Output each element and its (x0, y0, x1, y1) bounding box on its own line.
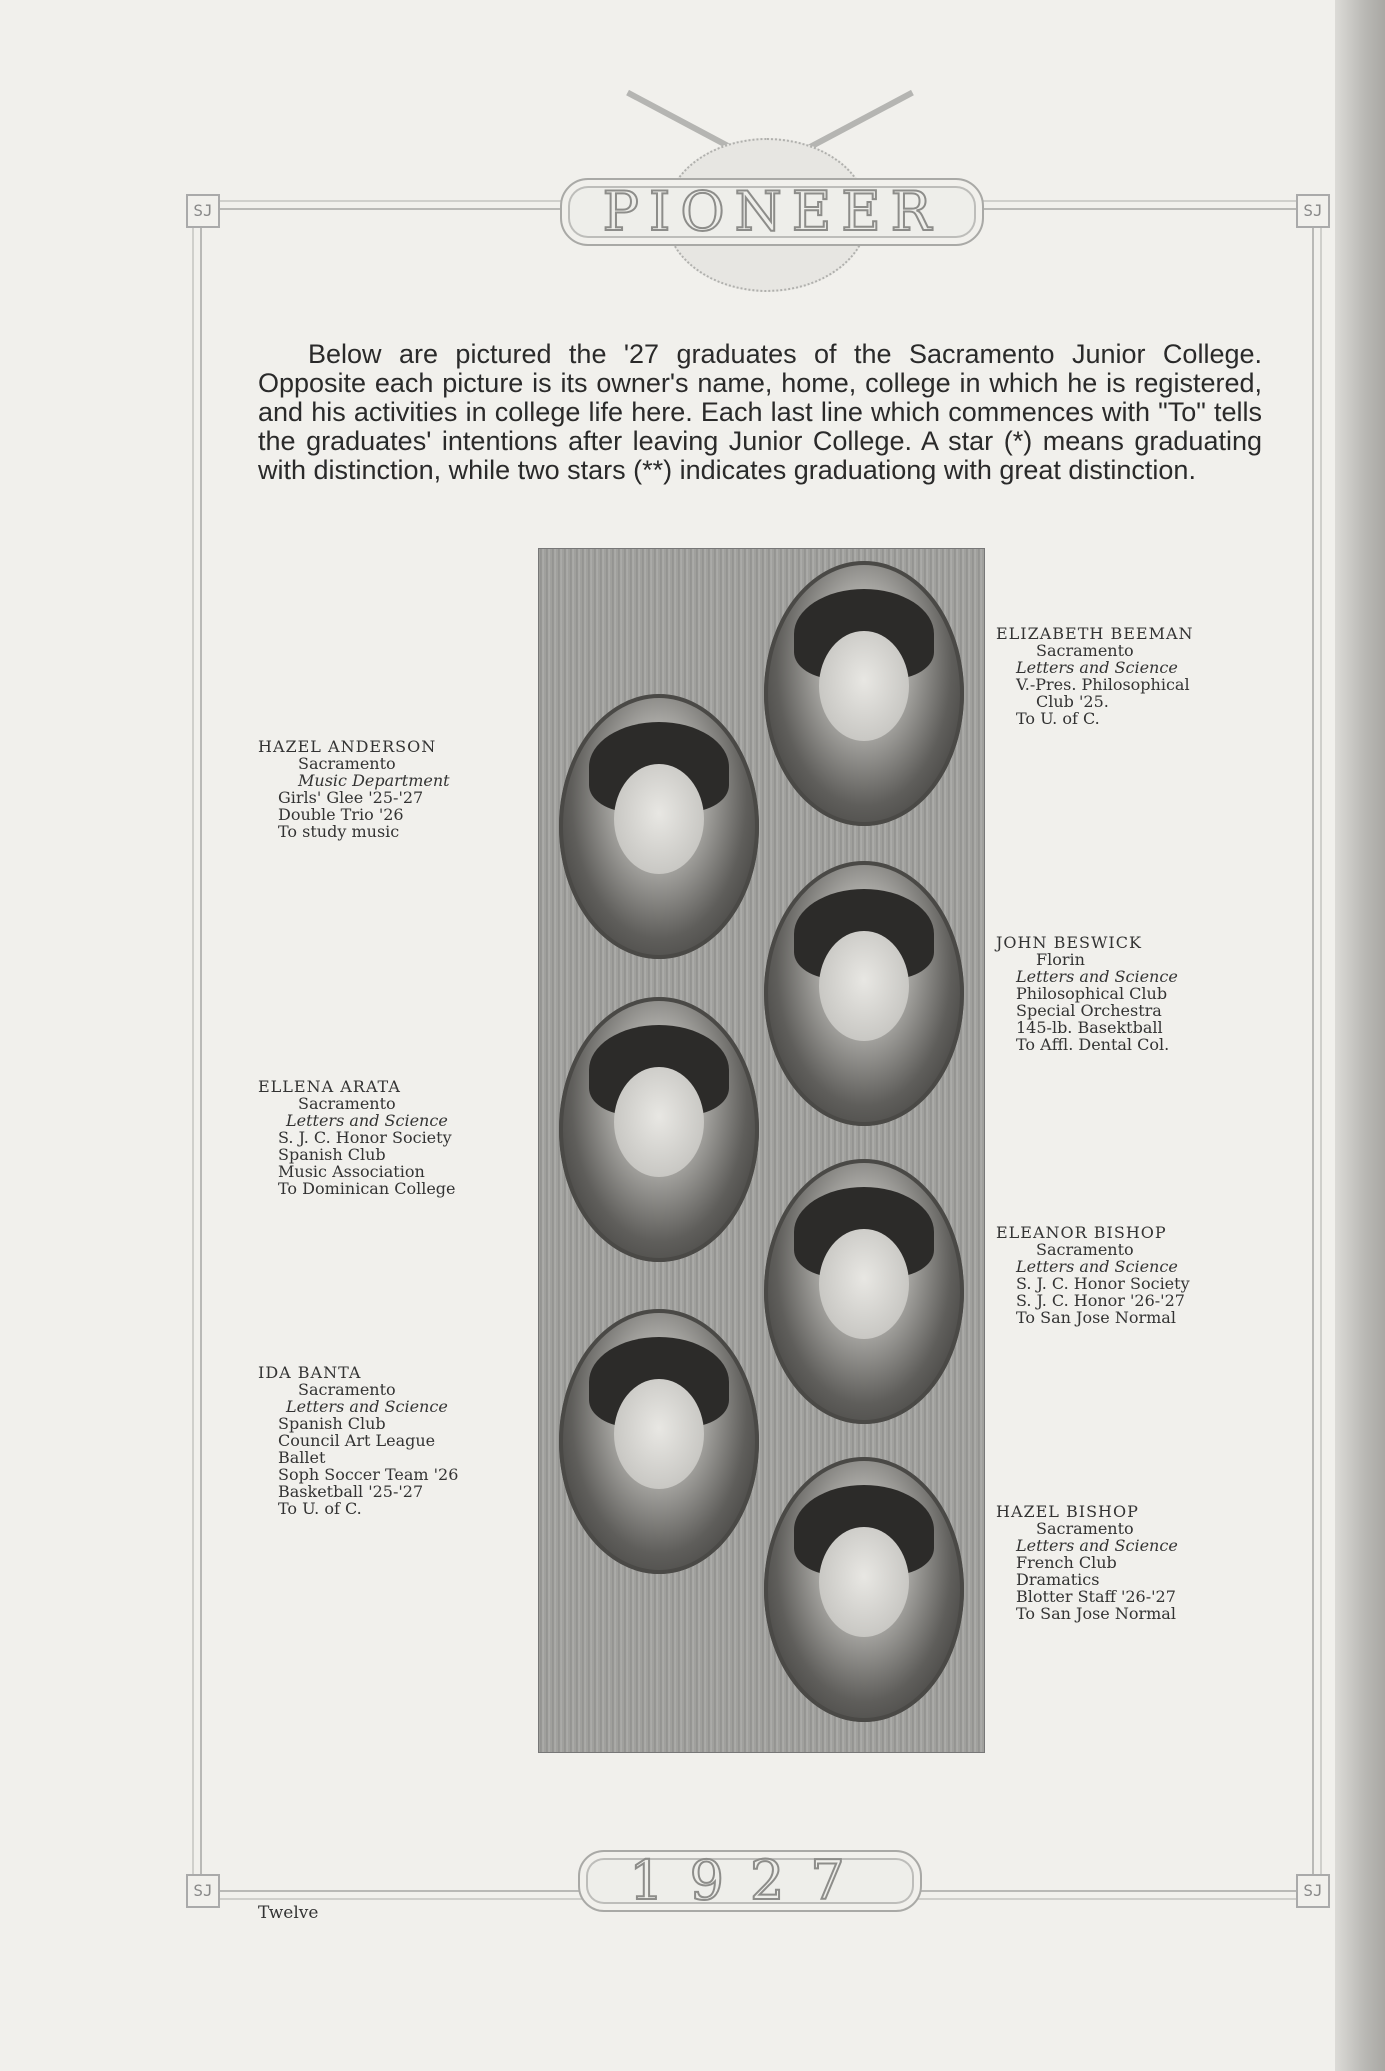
graduate-intention: To U. of C. (1016, 709, 1100, 728)
graduate-entry-elizabeth-beeman (996, 625, 1194, 727)
graduate-intention: To San Jose Normal (1016, 1604, 1176, 1623)
graduate-activity: Special Orchestra (1016, 1001, 1162, 1020)
graduate-activity: Philosophical Club (1016, 984, 1168, 1003)
graduate-activity: Ballet (278, 1448, 326, 1467)
graduate-home: Florin (1036, 950, 1085, 969)
portrait-john-beswick (764, 861, 964, 1126)
footer-year-banner (578, 1850, 922, 1912)
graduate-activity: Girls' Glee '25-'27 (278, 788, 424, 807)
graduate-home: Sacramento (1036, 1519, 1134, 1538)
graduate-college: Letters and Science (286, 1397, 448, 1416)
corner-monogram: SJ (1296, 1874, 1330, 1908)
portrait-panel (538, 548, 985, 1753)
graduate-intention: To study music (278, 822, 400, 841)
graduate-entry-hazel-anderson (258, 738, 450, 840)
page-edge-shadow (1335, 0, 1385, 2071)
graduate-activity: V.-Pres. Philosophical (1016, 675, 1190, 694)
graduate-home: Sacramento (298, 754, 396, 773)
header-banner (560, 178, 984, 246)
graduate-activity: Soph Soccer Team '26 (278, 1465, 459, 1484)
graduate-college: Music Department (298, 771, 450, 790)
graduate-activity: Music Association (278, 1162, 425, 1181)
graduate-name: ELEANOR BISHOP (996, 1223, 1167, 1242)
portrait-hazel-anderson (559, 694, 759, 959)
graduate-activity: Spanish Club (278, 1414, 386, 1433)
graduate-intention: To Dominican College (278, 1179, 456, 1198)
graduate-activity: French Club (1016, 1553, 1117, 1572)
intro-paragraph: Below are pictured the '27 graduates of the Sacramento Junior College. Opposite each picture is its owner's name, home, college in which he is registered, and his activities in college life here. Each last line which commences with "To" tells the graduates' intentions after leaving Junior College. A star (*) means graduating with distinction, while two stars (**) indicates graduationg with great distinction. (258, 339, 1262, 485)
portrait-eleanor-bishop (764, 1159, 964, 1424)
graduate-activity: Dramatics (1016, 1570, 1100, 1589)
graduate-activity: Spanish Club (278, 1145, 386, 1164)
portrait-ellena-arata (559, 997, 759, 1262)
graduate-activity: Club '25. (1036, 692, 1109, 711)
graduate-name: JOHN BESWICK (996, 933, 1142, 952)
graduate-home: Sacramento (1036, 1240, 1134, 1259)
graduate-college: Letters and Science (286, 1111, 448, 1130)
graduate-name: HAZEL ANDERSON (258, 737, 437, 756)
header-title: PIONEER (602, 180, 942, 243)
graduate-activity: Council Art League (278, 1431, 436, 1450)
portrait-elizabeth-beeman (764, 561, 964, 826)
graduate-activity: S. J. C. Honor '26-'27 (1016, 1291, 1185, 1310)
corner-monogram: SJ (1296, 194, 1330, 228)
graduate-name: HAZEL BISHOP (996, 1502, 1139, 1521)
graduate-activity: S. J. C. Honor Society (1016, 1274, 1190, 1293)
portrait-hazel-bishop (764, 1457, 964, 1722)
graduate-college: Letters and Science (1016, 658, 1178, 677)
corner-monogram: SJ (186, 1874, 220, 1908)
graduate-intention: To U. of C. (278, 1499, 362, 1518)
graduate-entry-hazel-bishop (996, 1503, 1178, 1622)
portrait-ida-banta (559, 1309, 759, 1574)
graduate-entry-eleanor-bishop (996, 1224, 1190, 1326)
graduate-entry-ellena-arata (258, 1078, 456, 1197)
graduate-name: ELIZABETH BEEMAN (996, 624, 1194, 643)
graduate-activity: Basketball '25-'27 (278, 1482, 424, 1501)
footer-year: 1927 (629, 1849, 871, 1912)
graduate-entry-ida-banta (258, 1364, 458, 1517)
corner-monogram: SJ (186, 194, 220, 228)
intro-text (258, 340, 1262, 485)
graduate-activity: 145-lb. Basektball (1016, 1018, 1163, 1037)
graduate-college: Letters and Science (1016, 1536, 1178, 1555)
graduate-name: IDA BANTA (258, 1363, 362, 1382)
graduate-home: Sacramento (298, 1094, 396, 1113)
graduate-activity: Double Trio '26 (278, 805, 404, 824)
graduate-home: Sacramento (1036, 641, 1134, 660)
graduate-college: Letters and Science (1016, 967, 1178, 986)
graduate-home: Sacramento (298, 1380, 396, 1399)
graduate-activity: Blotter Staff '26-'27 (1016, 1587, 1176, 1606)
graduate-intention: To Affl. Dental Col. (1016, 1035, 1170, 1054)
graduate-entry-john-beswick (996, 934, 1178, 1053)
graduate-intention: To San Jose Normal (1016, 1308, 1176, 1327)
graduate-activity: S. J. C. Honor Society (278, 1128, 452, 1147)
page-number: Twelve (258, 1903, 319, 1923)
graduate-college: Letters and Science (1016, 1257, 1178, 1276)
graduate-name: ELLENA ARATA (258, 1077, 401, 1096)
